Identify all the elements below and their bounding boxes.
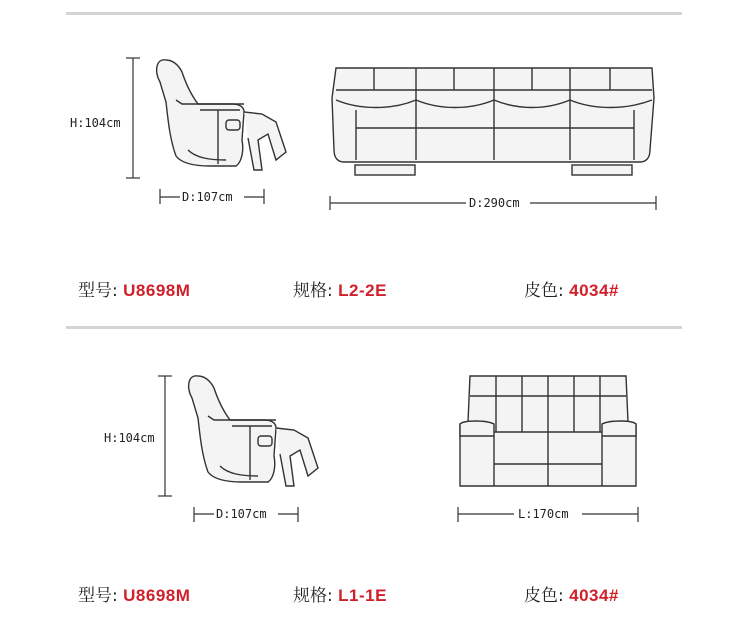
color-info [524, 276, 619, 301]
height-dimension-label: H:104cm [70, 116, 121, 130]
spec-value: L1-1E [338, 586, 387, 605]
model-info [78, 276, 190, 301]
product-section-2 [0, 320, 740, 620]
recliner-side-view-icon [189, 376, 318, 486]
color-label: 皮色: [524, 586, 564, 606]
model-label: 型号: [78, 586, 118, 606]
spec-label: 规格: [293, 281, 333, 301]
model-value: U8698M [123, 281, 191, 300]
height-dimension-label: H:104cm [104, 431, 155, 445]
spec-info [293, 581, 387, 606]
color-info [524, 581, 619, 606]
color-label: 皮色: [524, 281, 564, 301]
sofa-front-view-icon [332, 68, 654, 175]
loveseat-front-view-icon [460, 376, 636, 486]
model-value: U8698M [123, 586, 191, 605]
spec-value: L2-2E [338, 281, 387, 300]
model-label: 型号: [78, 281, 118, 301]
depth-dimension-label: D:107cm [182, 190, 233, 204]
model-info [78, 581, 190, 606]
sofa-drawing-1 [0, 0, 740, 300]
product-section-1 [0, 0, 740, 300]
depth-dimension-label: D:107cm [216, 507, 267, 521]
spec-label: 规格: [293, 586, 333, 606]
spec-info [293, 276, 387, 301]
recliner-side-view-icon [157, 60, 286, 170]
width-dimension-label: L:170cm [518, 507, 569, 521]
color-value: 4034# [569, 586, 619, 605]
sofa-drawing-2 [0, 320, 740, 620]
color-value: 4034# [569, 281, 619, 300]
width-dimension-label: D:290cm [469, 196, 520, 210]
